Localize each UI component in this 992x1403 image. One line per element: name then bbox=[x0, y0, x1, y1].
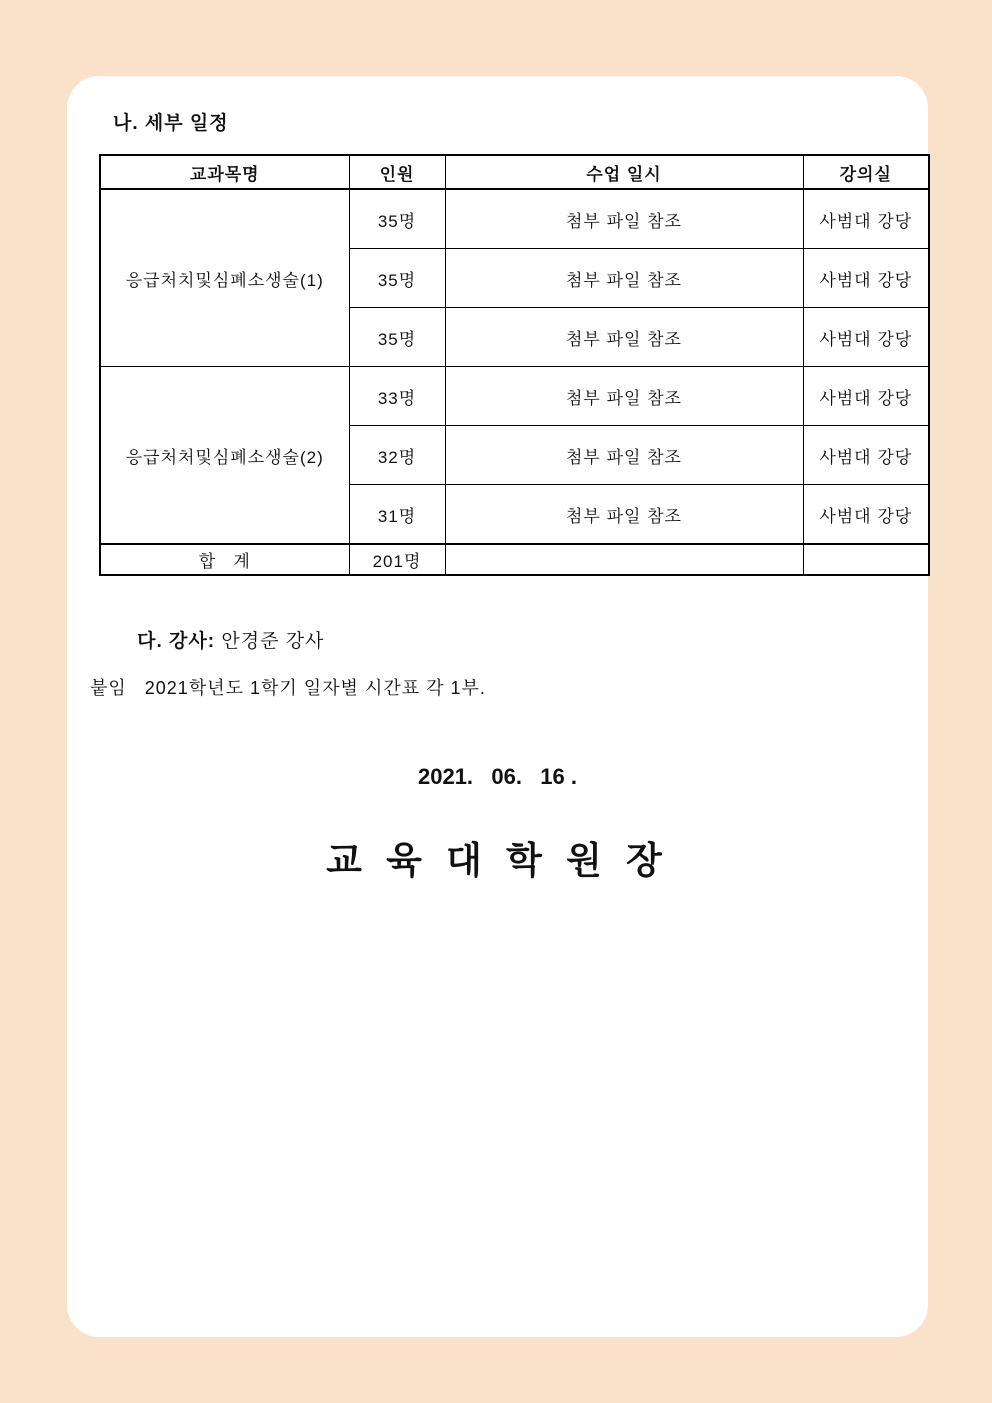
column-header-schedule: 수업 일시 bbox=[445, 155, 803, 189]
room-cell: 사범대 강당 bbox=[803, 426, 929, 485]
document-date: 2021. 06. 16 . bbox=[417, 764, 577, 789]
schedule-cell: 첨부 파일 참조 bbox=[445, 485, 803, 545]
room-cell: 사범대 강당 bbox=[803, 367, 929, 426]
count-cell: 35명 bbox=[349, 249, 445, 308]
table-total-row bbox=[100, 544, 929, 575]
attachment-note: 붙임 2021학년도 1학기 일자별 시간표 각 1부. bbox=[90, 678, 486, 698]
subject-cell: 응급처처및심폐소생술(2) bbox=[100, 367, 349, 545]
table-header-row bbox=[100, 155, 929, 189]
instructor-label: 다. 강사: bbox=[137, 631, 216, 652]
room-cell: 사범대 강당 bbox=[803, 485, 929, 545]
room-cell: 사범대 강당 bbox=[803, 308, 929, 367]
room-cell: 사범대 강당 bbox=[803, 189, 929, 249]
schedule-cell: 첨부 파일 참조 bbox=[445, 308, 803, 367]
instructor-value: 안경준 강사 bbox=[215, 631, 325, 652]
room-cell: 사범대 강당 bbox=[803, 249, 929, 308]
signature-title: 교 육 대 학 원 장 bbox=[326, 840, 669, 881]
table-row bbox=[100, 189, 929, 249]
total-count-cell: 201명 bbox=[349, 544, 445, 575]
total-label-cell: 합 계 bbox=[100, 544, 349, 575]
document-page bbox=[67, 76, 928, 1337]
table-row bbox=[100, 367, 929, 426]
total-room-cell bbox=[803, 544, 929, 575]
section-heading-detail-schedule: 나. 세부 일정 bbox=[113, 113, 229, 134]
count-cell: 32명 bbox=[349, 426, 445, 485]
schedule-cell: 첨부 파일 참조 bbox=[445, 426, 803, 485]
count-cell: 33명 bbox=[349, 367, 445, 426]
schedule-cell: 첨부 파일 참조 bbox=[445, 249, 803, 308]
schedule-cell: 첨부 파일 참조 bbox=[445, 189, 803, 249]
count-cell: 31명 bbox=[349, 485, 445, 545]
count-cell: 35명 bbox=[349, 189, 445, 249]
column-header-subject: 교과목명 bbox=[100, 155, 349, 189]
instructor-line bbox=[112, 604, 324, 675]
count-cell: 35명 bbox=[349, 308, 445, 367]
subject-cell: 응급처치및심폐소생술(1) bbox=[100, 189, 349, 367]
schedule-cell: 첨부 파일 참조 bbox=[445, 367, 803, 426]
total-schedule-cell bbox=[445, 544, 803, 575]
schedule-table bbox=[99, 154, 930, 576]
column-header-count: 인원 bbox=[349, 155, 445, 189]
column-header-room: 강의실 bbox=[803, 155, 929, 189]
